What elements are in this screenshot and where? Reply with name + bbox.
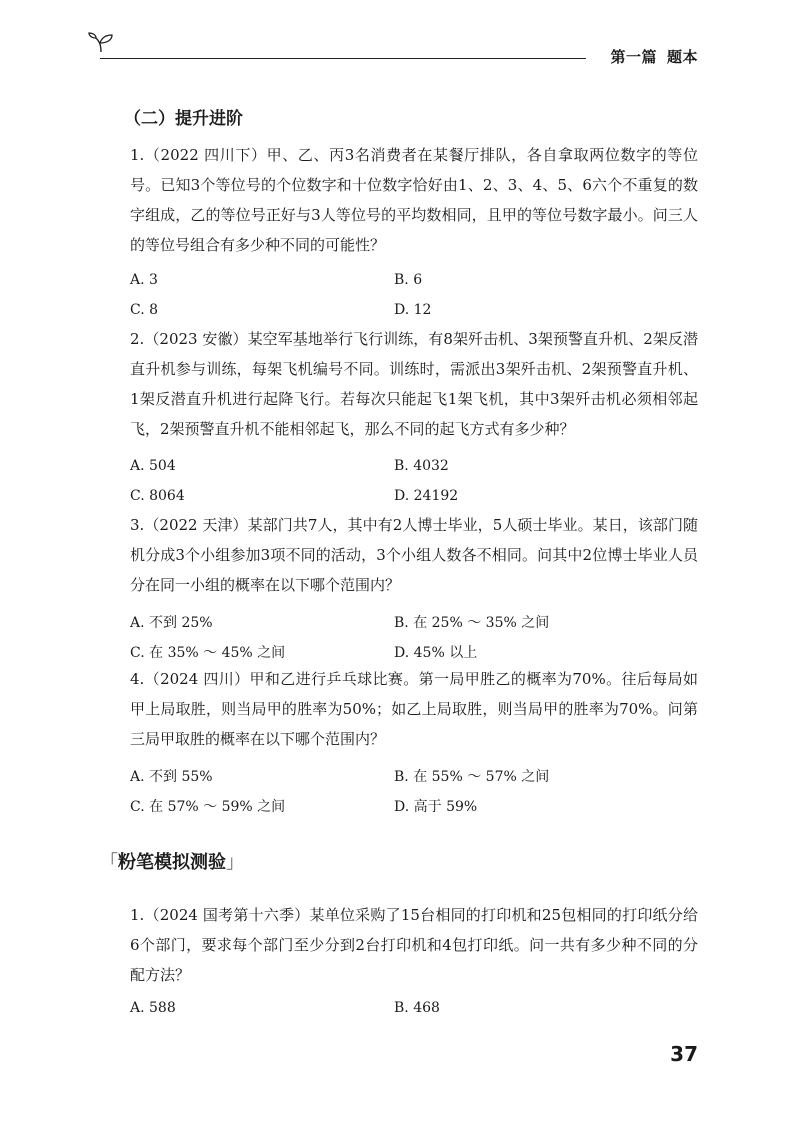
mock-question-1-option-b: B. 468 (394, 1000, 440, 1016)
question-1-option-d: D. 12 (394, 302, 432, 318)
question-3-option-a: A. 不到 25% (130, 615, 213, 631)
mock-section-close-bracket: 」 (226, 852, 244, 873)
section-title: （二）提升进阶 (124, 109, 243, 129)
question-2-option-a: A. 504 (130, 458, 176, 474)
question-4-text: 4.（2024 四川）甲和乙进行乒乓球比赛。第一局甲胜乙的概率为70%。往后每局如甲上局取胜，则当局甲的胜率为50%；如乙上局取胜，则当局甲的胜率为70%。问第三局甲取胜的概率在以下哪个范围内？ (130, 670, 698, 748)
mock-section-open-bracket: 「 (100, 852, 118, 873)
header-title (600, 46, 698, 67)
question-1-option-a: A. 3 (130, 272, 158, 288)
header-rule (100, 58, 586, 59)
header-name: 题本 (666, 48, 698, 66)
mock-section-title (100, 848, 244, 874)
question-3-option-d: D. 45% 以上 (394, 645, 478, 661)
question-1-option-b: B. 6 (394, 272, 423, 288)
question-3-option-b: B. 在 25% ～ 35% 之间 (394, 615, 550, 631)
question-4-option-b: B. 在 55% ～ 57% 之间 (394, 769, 550, 785)
mock-question-1-text: 1.（2024 国考第十六季）某单位采购了15台相同的打印机和25包相同的打印纸分给6个部门，要求每个部门至少分到2台打印机和4包打印纸。问一共有多少种不同的分配方法？ (130, 906, 698, 984)
question-2-text: 2.（2023 安徽）某空军基地举行飞行训练，有8架歼击机、3架预警直升机、2架反潜直升机参与训练，每架飞机编号不同。训练时，需派出3架歼击机、2架预警直升机、1架反潜直升机进行起降飞行。若每次只能起飞1架飞机，其中3架歼击机必须相邻起飞，2架预警直升机不能相邻起飞，那么不同的起飞方式有多少种？ (130, 330, 698, 438)
question-2-option-d: D. 24192 (394, 488, 459, 504)
mock-section-name: 粉笔模拟测验 (118, 852, 226, 873)
page-header (88, 30, 698, 70)
question-1-text: 1.（2022 四川下）甲、乙、丙3名消费者在某餐厅排队，各自拿取两位数字的等位号。已知3个等位号的个位数字和十位数字恰好由1、2、3、4、5、6六个不重复的数字组成，乙的等位号正好与3人等位号的平均数相同，且甲的等位号数字最小。问三人的等位号组合有多少种不同的可能性？ (130, 146, 698, 254)
question-2-option-b: B. 4032 (394, 458, 449, 474)
question-3-text: 3.（2022 天津）某部门共7人，其中有2人博士毕业，5人硕士毕业。某日，该部门随机分成3个小组参加3项不同的活动，3个小组人数各不相同。问其中2位博士毕业人员分在同一小组的概率在以下哪个范围内？ (130, 516, 698, 594)
question-4-option-c: C. 在 57% ～ 59% 之间 (130, 799, 286, 815)
question-4-option-a: A. 不到 55% (130, 769, 213, 785)
mock-question-1-option-a: A. 588 (130, 1000, 176, 1016)
question-2-option-c: C. 8064 (130, 488, 185, 504)
question-1-option-c: C. 8 (130, 302, 159, 318)
question-4-option-d: D. 高于 59% (394, 799, 478, 815)
header-part: 第一篇 (610, 48, 657, 66)
sprout-icon (88, 32, 114, 54)
page-number: 37 (670, 1042, 698, 1066)
question-3-option-c: C. 在 35% ～ 45% 之间 (130, 645, 286, 661)
